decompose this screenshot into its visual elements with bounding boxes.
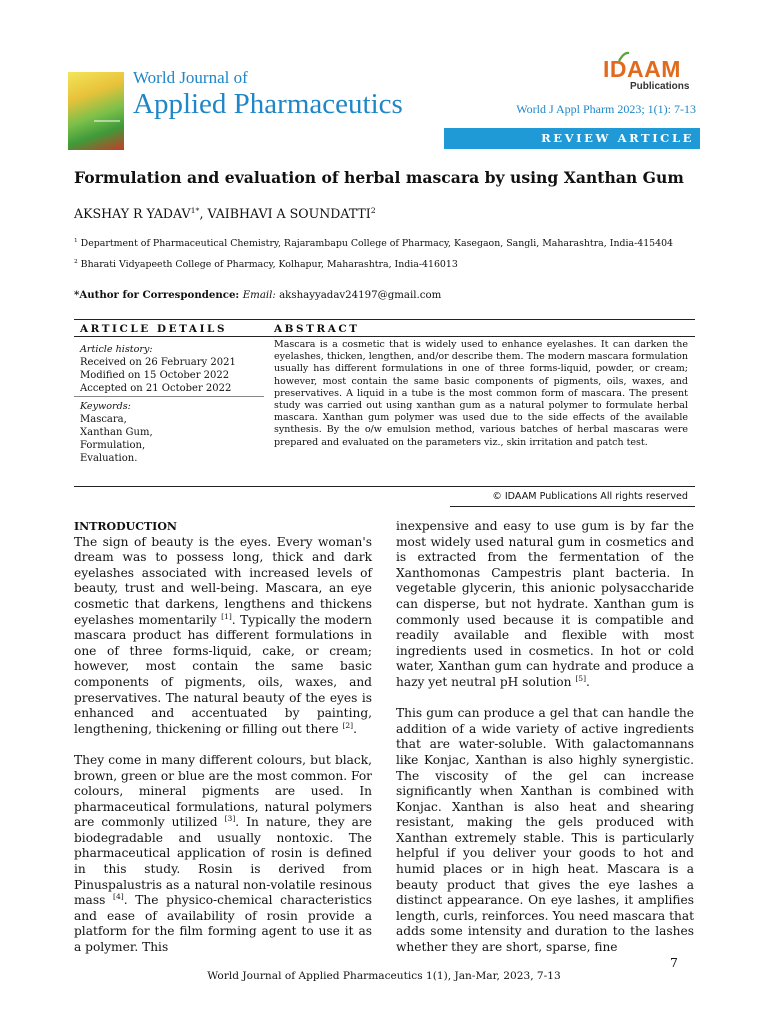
paper-title: Formulation and evaluation of herbal mascara by using Xanthan Gum: [74, 168, 684, 187]
affiliation-text: Department of Pharmaceutical Chemistry, Rajarambapu College of Pharmacy, Kasegaon, Sangli, Maharashtra, India-415404: [77, 238, 674, 249]
details-divider: [74, 396, 264, 397]
article-type-band: [444, 128, 700, 149]
article-history-label: Article history:: [80, 344, 153, 355]
keyword: Formulation,: [80, 440, 146, 451]
copyright-rule: [450, 506, 695, 507]
citation-ref[interactable]: [3]: [224, 814, 236, 824]
author-name: AKSHAY R YADAV: [74, 206, 191, 221]
article-history: [80, 343, 236, 395]
paragraph: [396, 519, 694, 691]
author-name: VAIBHAVI A SOUNDATTI: [207, 206, 371, 221]
paragraph-text: .: [353, 721, 358, 736]
publisher-logo: [603, 50, 695, 94]
citation: World J Appl Pharm 2023; 1(1): 7-13: [516, 102, 696, 116]
affiliation-text: Bharati Vidyapeeth College of Pharmacy, Kolhapur, Maharashtra, India-416013: [77, 259, 458, 270]
table-bottom-rule: [74, 486, 695, 487]
page-footer: World Journal of Applied Pharmaceutics 1(1), Jan-Mar, 2023, 7-13: [207, 970, 561, 982]
author-list: [74, 206, 376, 221]
keyword: Mascara,: [80, 414, 127, 425]
paragraph: [74, 753, 372, 956]
journal-name-small: World Journal of: [133, 68, 248, 87]
publisher-logo-subtext: Publications: [630, 81, 690, 92]
affiliation-mark: 1: [74, 237, 78, 244]
citation-ref[interactable]: [1]: [221, 611, 232, 621]
paragraph-text: They come in many different colours, but black, brown, green or blue are the most common. For colours, mineral pigments are used. In pharmaceutical formulations, natural polymers are commonly utilized: [74, 752, 372, 830]
affiliation: [74, 259, 458, 270]
paragraph-text: . In nature, they are biodegradable and usually nontoxic. The pharmaceutical application of rosin is defined in this study. Rosin is derived from Pinuspalustris as a natural non-volatile resinous mass: [74, 815, 372, 908]
abstract-heading: ABSTRACT: [274, 323, 360, 335]
paragraph: This gum can produce a gel that can handle the addition of a wide variety of active ingredients that are water-soluble. With galactomannans like Konjac, Xanthan is also highly synergistic. The viscosity of the gel can increase significantly when Xanthan is combined with Konjac. Xanthan is also heat and shearing resistant, making the gels produced with Xanthan extremely stable. This is particularly helpful if you deliver your goods to hot and humid places or in high heat. Mascara is a beauty product that gives the eye lashes a distinct appearance. On eye lashes, it amplifies length, curls, reinforces. You need mascara that adds some intensity and duration to the lashes whether they are short, sparse, fine: [396, 706, 694, 955]
author-separator: ,: [199, 206, 208, 221]
table-top-rule: [74, 319, 695, 320]
accepted-date: Accepted on 21 October 2022: [80, 383, 232, 394]
citation-ref[interactable]: [2]: [342, 720, 354, 730]
paragraph-text: .: [586, 674, 590, 689]
modified-date: Modified on 15 October 2022: [80, 370, 230, 381]
journal-name-large: Applied Pharmaceutics: [133, 88, 403, 120]
keywords: [80, 400, 153, 465]
paragraph-text: inexpensive and easy to use gum is by far the most widely used natural gum in cosmetics and is extracted from the fermentation of the Xanthomonas Campestris plant bacteria. In vegetable glycerin, this anionic polysaccharide can disperse, but not hydrate. Xanthan gum is commonly used because it is compatible and readily available and flexible with most ingredients used in cosmetics. In hot or cold water, Xanthan gum can hydrate and produce a hazy yet neutral pH solution: [396, 519, 694, 689]
affiliation-mark: 2: [74, 258, 78, 265]
body-column-left: [74, 519, 372, 956]
copyright-notice: © IDAAM Publications All rights reserved: [492, 491, 688, 502]
article-details-heading: ARTICLE DETAILS: [80, 323, 228, 335]
paragraph-text: . The physico-chemical characteristics and ease of availability of rosin provide a platform for the film forming agent to use it as a polymer. This: [74, 893, 372, 955]
keyword: Evaluation.: [80, 453, 138, 464]
paragraph-text: . Typically the modern mascara product has different formulations in one of three forms-liquid, cake, or cream; however, most contain the same basic components of pigments, oils, waxes, and preservatives. The natural beauty of the eyes is enhanced and accentuated by painting, lengthening, thickening or filling out there: [74, 612, 372, 736]
publisher-logo-text: IDAAM: [603, 56, 681, 82]
received-date: Received on 26 February 2021: [80, 357, 236, 368]
citation-ref[interactable]: [4]: [113, 892, 124, 902]
email-label: Email:: [242, 290, 276, 301]
keyword: Xanthan Gum,: [80, 427, 153, 438]
email-address[interactable]: akshayyadav24197@gmail.com: [275, 290, 442, 301]
correspondence-label: *Author for Correspondence:: [74, 289, 243, 301]
paragraph-text: The sign of beauty is the eyes. Every woman's dream was to possess long, thick and dark eyelashes associated with increased levels of beauty, trust and well-being. Mascara, an eye cosmetic that darkens, lengthens and thickens eyelashes momentarily: [74, 534, 372, 627]
table-header-rule: [74, 336, 695, 337]
page-number: 7: [670, 955, 678, 970]
author-mark: 2: [370, 205, 376, 215]
section-heading: INTRODUCTION: [74, 520, 177, 533]
correspondence: [74, 289, 441, 301]
paragraph: [74, 535, 372, 738]
article-type: REVIEW ARTICLE: [541, 131, 694, 145]
keywords-label: Keywords:: [80, 401, 131, 412]
affiliation: [74, 238, 673, 249]
journal-cover-thumbnail: [68, 72, 124, 150]
abstract-text: Mascara is a cosmetic that is widely used to enhance eyelashes. It can darken the eyelashes, thicken, lengthen, and/or describe them. The modern mascara formulation usually has different formulations in one of three forms-liquid, powder, or cream; however, most contain the same basic components of pigments, oils, waxes, and preservatives. A liquid in a tube is the most common form of mascara. The present study was carried out using xanthan gum as a natural polymer to formulate herbal mascara. Xanthan gum polymer was used due to the side effects of the available synthesis. By the o/w emulsion method, various batches of herbal mascaras were prepared and evaluated on the parameters viz., skin irritation and patch test.: [274, 339, 688, 448]
citation-ref[interactable]: [5]: [575, 673, 587, 683]
author-mark: 1*: [190, 205, 200, 215]
body-column-right: [396, 519, 694, 956]
